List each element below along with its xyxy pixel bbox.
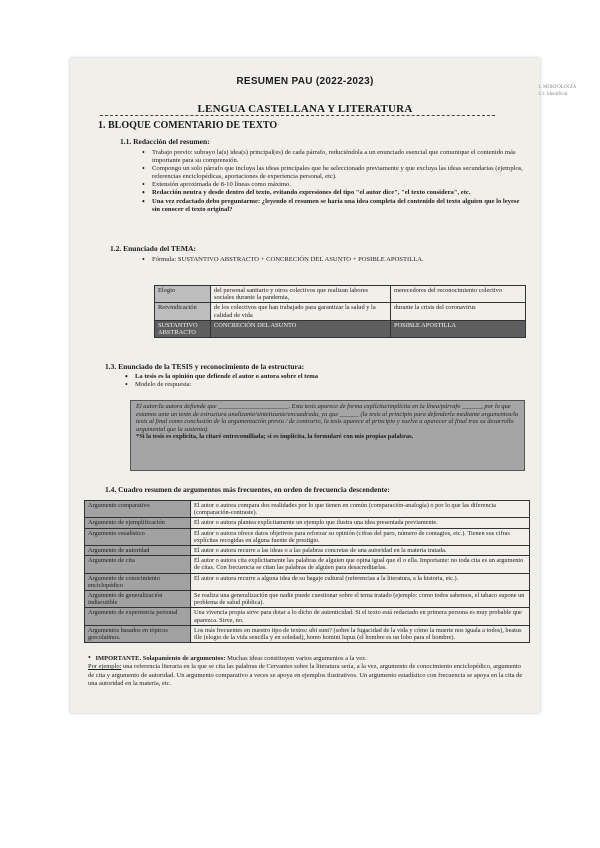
side-note-line: 1. MORFOLOGÍA [538,85,577,90]
table-row [155,286,526,303]
argument-label: Argumento comparativo [85,501,191,518]
table-row [85,573,530,590]
side-note [538,84,598,98]
document-header: RESUMEN PAU (2022-2023) [236,76,374,87]
table-cell: Reivindicación [155,303,211,320]
table-row [85,501,530,518]
table-row [85,625,530,642]
table-cell: merecedores del reconocimiento colectivo [391,286,526,303]
argument-label: Argumento de generalización indiscutible [85,591,191,608]
important-note [88,654,528,689]
example-text: una referencia literaria en la que se cita las palabras de Cervantes sobre la literatura sería, a la vez, argumento de conocimiento enciclopédico, argumento de cita y argumento de autoridad. Un argumento comparativo a veces se apoya en ejemplos ilustrativos. Un argumento estadístico con frecuencia se apoya en la cita de una autoridad en la materia, etc. [88,663,523,688]
argument-text: El autor o autora plantea explícitamente un ejemplo que ilustra una idea presentada previamente. [191,518,530,528]
list-item: • Trabajo previo: subrayo la(s) idea(s) principal(es) de cada párrafo, reduciéndola a un enunciado esencial que comunique el contenido más importante para su comprensión. [142,149,527,165]
argument-label: Argumento estadístico [85,528,191,545]
argument-label: Argumento de autoridad [85,546,191,556]
argument-text: Se realiza una generalización que nadie puede cuestionar sobre el tema tratado (ejemplo: como todos sabemos, el tabaco supone un problema de salud pública). [191,591,530,608]
list-item: • Modelo de respuesta: [125,381,525,389]
section-1-3-heading: 1.3. Enunciado de la TESIS y reconocimiento de la estructura: [105,362,305,371]
example-label: Por ejemplo: [88,663,122,671]
table-cell: SUSTANTIVO ABSTRACTO [155,320,211,337]
important-text: Muchas ideas constituyen varios argumentos a la vez. [227,655,367,662]
argument-label: Argumento de experiencia personal [85,608,191,625]
important-label: IMPORTANTE. Solapamiento de argumentos: [95,655,226,662]
table-cell: CONCRECIÓN DEL ASUNTO [211,320,391,337]
side-note-line: 1.1. Identificar [538,92,568,97]
table-row [85,518,530,528]
list-item: • Una vez redactado debo preguntarme: ¿leyendo el resumen se haría una idea completa del contenido del texto alguien que lo leyese sin conocer el texto original? [142,198,527,214]
table-cell: del personal sanitario y otros colectivos que realizan labores sociales durante la pandemia, [211,286,391,303]
table-row [155,303,526,320]
formula-item: • Fórmula: SUSTANTIVO ABSTRACTO + CONCRECIÓN DEL ASUNTO + POSIBLE APOSTILLA. [142,256,527,264]
argument-text: El autor o autora recurre a las ideas o a las palabras concretas de una autoridad en la materia tratada. [191,546,530,556]
argument-text: El autor o autora compara dos realidades por lo que tienen en común (comparación-analogía) o por lo que las diferencia (comparación-contraste). [191,501,530,518]
argument-label: Argumento de conocimiento enciclopédico [85,573,191,590]
list-item: • Redacción neutra y desde dentro del texto, evitando expresiones del tipo "el autor dice", "el texto considera", etc. [142,189,527,197]
document-page [70,58,577,713]
table-row [85,528,530,545]
table-row [85,546,530,556]
table-row [155,320,526,337]
argument-label: Argumentos basados en tópicos grecolatinos. [85,625,191,642]
argument-text: Una vivencia propia sirve para dotar a lo dicho de autenticidad. Si el texto está redactado en primera persona es muy probable que aparezca. Sirve, no. [191,608,530,625]
summary-list [142,149,527,214]
argument-text: Los más frecuentes en nuestro tipo de textos: ubi sunt? (sobre la fugacidad de la vida y cómo la muerte nos iguala a todos), beatus ille (elogio de la vida sencilla y en soledad), homo homini lupus (el hombre es un lobo para el hombre). [191,625,530,642]
divider [100,115,495,116]
theme-table [154,285,526,338]
argument-text: El autor o autora cita explícitamente las palabras de alguien que opina igual que él o ella. Importante: no toda cita es un argumento de citas. Con frecuencia se citan las palabras de alguien para desacreditarlas. [191,556,530,573]
response-model-box [130,400,525,471]
table-row [85,556,530,573]
theme-list [142,256,527,264]
argument-text: El autor o autora recurre a alguna idea de su bagaje cultural (referencias a la literatura, a la historia, etc.). [191,573,530,590]
list-item: • Extensión aproximada de 8-10 líneas como máximo. [142,181,527,189]
section-1-2-heading: 1.2. Enunciado del TEMA: [110,244,196,253]
thesis-list [125,373,525,390]
section-1-heading: 1. BLOQUE COMENTARIO DE TEXTO [98,120,278,131]
table-cell: durante la crisis del coronavirus [391,303,526,320]
table-row [85,591,530,608]
list-item: • Compongo un solo párrafo que incluya las ideas principales que he seleccionado previamente y que excluya las ideas secundarias (ejemplos, referencias enciclopédicas, aportaciones de experiencia personal, etc). [142,165,527,181]
response-model-text: El autor/la autora defiende que ______________________. Esta tesis aparece de forma explícita/implícita en la línea/párrafo ______, por lo que estamos ante un texto de estructura analizante/sintetizante/encuadrada, ya que ______ (la tesis al principio para defenderla mediante argumentos/la tesis al final como conclusión de la argumentación previa / de contrario, la tesis aparece al principio y vuelve a aparecer al final tras su desarrollo argumental que la sustenta). [136,403,519,433]
table-cell: Elogio [155,286,211,303]
argument-label: Argumento de ejemplificación [85,518,191,528]
table-row [85,608,530,625]
table-cell: de los colectivos que han trabajado para garantizar la salud y la calidad de vida [211,303,391,320]
argument-label: Argumento de cita [85,556,191,573]
subject-title: LENGUA CASTELLANA Y LITERATURA [197,103,413,115]
argument-text: El autor o autora ofrece datos objetivos para reforzar su opinión (cifras del paro, número de contagios, etc.). Tienen sus cifras explícitas recogidas en alguna fuente de prestigio. [191,528,530,545]
list-item: • La tesis es la opinión que defiende el autor o autora sobre el tema [125,373,525,381]
table-cell: POSIBLE APOSTILLA [391,320,526,337]
section-1-4-heading: 1.4. Cuadro resumen de argumentos más frecuentes, en orden de frecuencia descendente: [105,485,390,494]
bullet-icon: • [88,653,91,662]
section-1-1-heading: 1.1. Redacción del resumen: [120,137,210,146]
arguments-table [84,500,530,643]
response-model-note: *Si la tesis es explícita, la citaré entrecomillada; si es implícita, la formularé con mis propias palabras. [136,433,414,441]
